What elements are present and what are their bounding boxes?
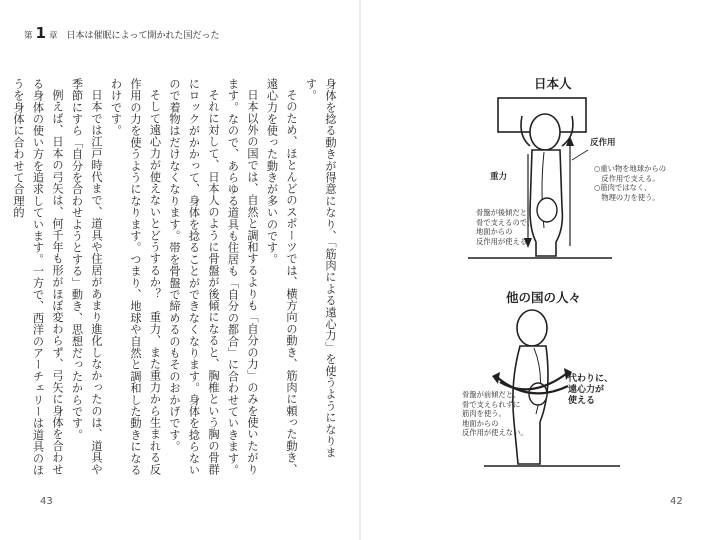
chapter-prefix: 第: [24, 31, 33, 41]
label-line: 代わりに、: [568, 374, 614, 384]
paragraph: 日本では江戸時代まで、道具や住居があまり進化しなかったのは、道具や季節にすら「自分を合わせようとする」動き、思想だったからです。: [70, 78, 103, 476]
paragraph: 例えば、日本の弓矢は、何千年も形がほぼ変わらず、弓矢に身体を合わせる身体の使い方を追求しています。一方で、西洋のアーチェリーは道具のほうを身体に合わせて合理的: [12, 78, 64, 476]
note-reaction: [594, 164, 666, 202]
note-line: 地面からの: [476, 227, 513, 236]
label-line: 使える: [568, 396, 596, 406]
note-pelvis-forward: [462, 390, 528, 438]
paragraph: 日本以外の国では、自然と調和するよりも「自分の力」のみを使いたがります。なので、あらゆる道具も住居も「自分の都合」に合わせていきます。: [226, 78, 259, 476]
note-line: ○筋肉ではなく、: [594, 183, 652, 192]
note-pelvis-backward: [476, 208, 534, 246]
chapter-suffix: 章: [48, 31, 58, 41]
note-line: 地面からの: [462, 418, 499, 428]
chapter-title: 日本は催眠によって開かれた国だった: [66, 31, 220, 41]
note-line: 物理の力を使う。: [594, 192, 660, 202]
paragraph: そのため、ほとんどのスポーツでは、横方向の動き、筋肉に頼った動き、遠心力を使った動きが多いのです。: [265, 78, 298, 476]
label-line: 遠心力が: [568, 385, 605, 395]
page-number-right: 42: [670, 496, 683, 507]
note-line: 骨で支えるので、: [476, 217, 535, 227]
figure-title: 他の国の人々: [506, 290, 582, 305]
note-line: 反作用が使える。: [476, 236, 535, 246]
book-gutter: [359, 0, 361, 540]
paragraph: それに対して、日本人のように骨盤が後傾になると、胸椎という胸の骨群にロックがかかって、身体を捻ることができなくなります。身体を捻らないので着物はだけなくなります。帯を骨盤で締めるのもそのおかげです。: [168, 78, 220, 476]
figure-title: 日本人: [534, 76, 572, 91]
label-reaction: 反作用: [590, 138, 616, 148]
label-gravity: 重力: [490, 172, 508, 182]
note-line: 骨で支えられずに: [462, 399, 521, 409]
note-line: 骨盤が後傾だと: [476, 208, 528, 217]
paragraph: そして遠心力が使えないとどうするか？ 重力、また重力から生まれる反作用の力を使うようになります。つまり、地球や自然と調和した動きになるわけです。: [109, 78, 162, 476]
chapter-number: 1: [35, 24, 46, 42]
note-line: 筋肉を使う。: [462, 409, 506, 418]
body-text: [12, 78, 340, 478]
page-number-left: 43: [40, 496, 53, 507]
chapter-header: [24, 26, 219, 42]
note-line: 反作用が使えない。: [462, 428, 528, 437]
paragraph: 身体を捻る動きが得意になり、「筋肉による遠心力」を使うようになります。: [304, 78, 337, 459]
note-line: 骨盤が前傾だと、: [462, 390, 521, 399]
figure-japanese-posture: [380, 60, 700, 290]
standing-figure-illustration: [380, 282, 700, 478]
note-line: ○重い物を地球からの: [594, 164, 667, 173]
label-centrifugal: [568, 374, 613, 407]
note-line: 反作用で支える。: [594, 173, 660, 183]
figure-other-posture: [380, 282, 700, 478]
